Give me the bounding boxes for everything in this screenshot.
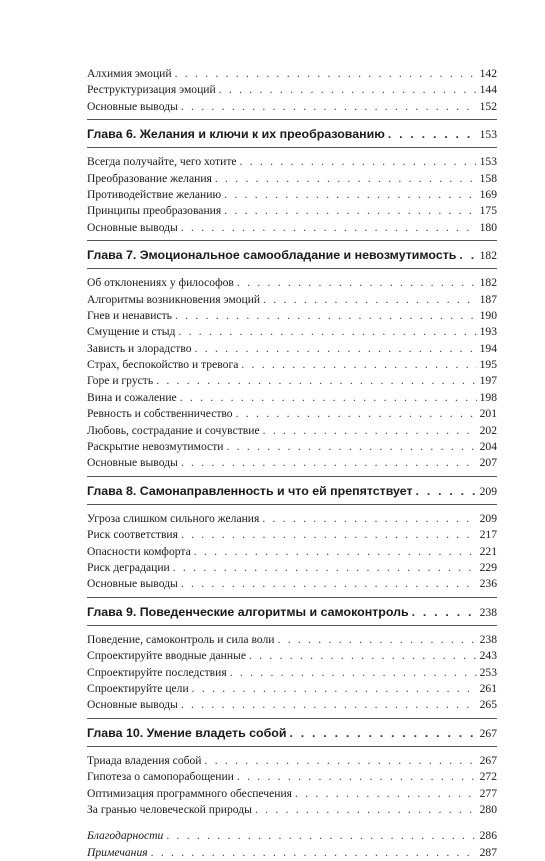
toc-entry-title: Поведение, самоконтроль и сила воли (87, 632, 275, 646)
table-of-contents (87, 66, 497, 861)
toc-entry (87, 544, 497, 560)
toc-entry (87, 423, 497, 439)
toc-page-number: 187 (479, 292, 497, 306)
toc-page-number: 201 (479, 407, 497, 421)
dot-leader (230, 665, 477, 681)
toc-entry-title: Основные выводы (87, 220, 178, 234)
toc-page-number: 207 (479, 456, 497, 470)
toc-page-number: 272 (479, 770, 497, 784)
toc-page-number: 267 (479, 726, 497, 740)
dot-leader (278, 632, 477, 648)
toc-page-number: 229 (479, 560, 497, 574)
toc-page-number: 236 (479, 577, 497, 591)
toc-page-number: 286 (479, 829, 497, 843)
toc-entry-title: Вина и сожаление (87, 390, 177, 404)
dot-leader (181, 527, 477, 543)
toc-page-number: 142 (479, 67, 497, 80)
dot-leader (237, 769, 477, 785)
divider (87, 119, 497, 120)
toc-entry-title: Любовь, сострадание и сочувствие (87, 423, 260, 437)
toc-page-number: 209 (479, 511, 497, 525)
toc-backmatter-entry (87, 845, 497, 861)
toc-entry-title: Основные выводы (87, 456, 178, 470)
divider (87, 597, 497, 598)
dot-leader (459, 247, 476, 264)
toc-entry (87, 769, 497, 785)
toc-entry (87, 341, 497, 357)
toc-page-number: 153 (479, 128, 497, 142)
toc-page-number: 280 (479, 802, 497, 816)
toc-page-number: 193 (479, 325, 497, 339)
dot-leader (226, 439, 476, 455)
toc-chapter-heading (87, 126, 497, 143)
toc-entry-title: Смущение и стыд (87, 325, 176, 339)
toc-entry-title: Гипотеза о самопорабощении (87, 770, 234, 784)
toc-page-number: 175 (479, 204, 497, 218)
toc-entry-title: Противодействие желанию (87, 187, 222, 201)
dot-leader (241, 357, 476, 373)
toc-page-number: 180 (479, 220, 497, 234)
dot-leader (219, 82, 477, 98)
dot-leader (388, 126, 477, 143)
toc-entry (87, 753, 497, 769)
toc-entry-title: Оптимизация программного обеспечения (87, 786, 292, 800)
toc-page-number: 144 (479, 83, 497, 97)
toc-entry-title: Угроза слишком сильного желания (87, 511, 260, 525)
dot-leader (195, 341, 477, 357)
toc-entry-title: За гранью человеческой природы (87, 802, 252, 816)
toc-entry (87, 357, 497, 373)
toc-entry (87, 390, 497, 406)
toc-page-number: 197 (479, 374, 497, 388)
toc-chapter-heading (87, 725, 497, 742)
toc-entry (87, 527, 497, 543)
toc-page-number: 152 (479, 99, 497, 113)
toc-entry-title: Основные выводы (87, 698, 178, 712)
toc-entry-title: Алхимия эмоций (87, 67, 172, 80)
toc-entry-title: Спроектируйте цели (87, 681, 189, 695)
dot-leader (255, 802, 477, 818)
dot-leader (166, 828, 476, 844)
toc-chapter-heading (87, 483, 497, 500)
toc-entry-title: Гнев и ненависть (87, 308, 172, 322)
dot-leader (262, 511, 476, 527)
toc-entry (87, 455, 497, 471)
divider (87, 746, 497, 747)
toc-entry-title: Глава 6. Желания и ключи к их преобразованию (87, 127, 385, 142)
toc-entry-title: Основные выводы (87, 99, 178, 113)
toc-entry-title: Риск соответствия (87, 528, 178, 542)
toc-page-number: 287 (479, 845, 497, 859)
divider (87, 504, 497, 505)
dot-leader (240, 154, 477, 170)
toc-entry (87, 292, 497, 308)
toc-entry (87, 511, 497, 527)
toc-page-number: 221 (479, 544, 497, 558)
toc-entry-title: Преобразование желания (87, 171, 212, 185)
divider (87, 625, 497, 626)
dot-leader (173, 560, 477, 576)
toc-entry (87, 373, 497, 389)
dot-leader (175, 66, 477, 82)
toc-entry (87, 560, 497, 576)
dot-leader (289, 725, 476, 742)
toc-page-number: 194 (479, 341, 497, 355)
toc-entry (87, 308, 497, 324)
dot-leader (249, 648, 477, 664)
toc-page-number: 209 (479, 484, 497, 498)
toc-page-number: 158 (479, 171, 497, 185)
toc-page-number: 265 (479, 698, 497, 712)
toc-backmatter-entry (87, 828, 497, 844)
dot-leader (181, 99, 477, 115)
toc-entry-title: Глава 8. Самонаправленность и что ей препятствует (87, 483, 413, 498)
toc-entry (87, 697, 497, 713)
toc-entry-title: Спроектируйте вводные данные (87, 649, 246, 663)
toc-page-number: 217 (479, 528, 497, 542)
toc-entry-title: Зависть и злорадство (87, 341, 192, 355)
toc-entry (87, 99, 497, 115)
dot-leader (412, 604, 477, 621)
dot-leader (295, 786, 477, 802)
divider (87, 718, 497, 719)
toc-entry-title: Алгоритмы возникновения эмоций (87, 292, 261, 306)
toc-entry (87, 82, 497, 98)
toc-entry (87, 171, 497, 187)
toc-entry (87, 187, 497, 203)
toc-entry (87, 681, 497, 697)
toc-entry-title: Опасности комфорта (87, 544, 191, 558)
toc-page-number: 267 (479, 753, 497, 767)
toc-entry-title: Принципы преобразования (87, 204, 222, 218)
dot-leader (181, 576, 477, 592)
toc-page-number: 238 (479, 632, 497, 646)
dot-leader (192, 681, 477, 697)
dot-leader (237, 275, 477, 291)
dot-leader (224, 203, 476, 219)
toc-page-number: 195 (479, 358, 497, 372)
dot-leader (263, 292, 476, 308)
toc-entry (87, 275, 497, 291)
toc-entry (87, 66, 497, 82)
toc-entry-title: Глава 9. Поведенческие алгоритмы и самоконтроль (87, 604, 409, 619)
toc-page-number: 238 (479, 605, 497, 619)
toc-entry-title: Триада владения собой (87, 753, 202, 767)
dot-leader (156, 373, 476, 389)
toc-page-number: 182 (479, 249, 497, 263)
divider (87, 240, 497, 241)
toc-entry-title: Раскрытие невозмутимости (87, 440, 224, 454)
divider (87, 147, 497, 148)
dot-leader (151, 845, 477, 861)
toc-entry (87, 802, 497, 818)
toc-page-number: 202 (479, 423, 497, 437)
toc-entry (87, 439, 497, 455)
toc-entry-title: Глава 10. Умение владеть собой (87, 725, 287, 740)
toc-page-number: 182 (479, 276, 497, 290)
dot-leader (181, 220, 477, 236)
toc-entry (87, 406, 497, 422)
toc-page-number: 277 (479, 786, 497, 800)
toc-entry-title: Примечания (87, 845, 148, 859)
divider (87, 268, 497, 269)
dot-leader (205, 753, 477, 769)
toc-page-number: 198 (479, 390, 497, 404)
toc-entry-title: Реструктуризация эмоций (87, 83, 216, 97)
toc-chapter-heading (87, 247, 497, 264)
toc-entry-title: Благодарности (87, 829, 164, 843)
dot-leader (263, 423, 477, 439)
dot-leader (236, 406, 477, 422)
toc-entry (87, 632, 497, 648)
toc-entry-title: Основные выводы (87, 577, 178, 591)
dot-leader (181, 697, 477, 713)
dot-leader (416, 483, 477, 500)
dot-leader (224, 187, 476, 203)
toc-page-number: 253 (479, 665, 497, 679)
divider (87, 476, 497, 477)
toc-page-number: 261 (479, 681, 497, 695)
toc-entry (87, 786, 497, 802)
toc-entry-title: Риск деградации (87, 560, 170, 574)
toc-entry (87, 576, 497, 592)
toc-entry (87, 648, 497, 664)
toc-entry-title: Спроектируйте последствия (87, 665, 227, 679)
toc-entry-title: Страх, беспокойство и тревога (87, 358, 239, 372)
toc-entry (87, 665, 497, 681)
dot-leader (215, 171, 477, 187)
toc-page-number: 243 (479, 649, 497, 663)
toc-entry-title: Глава 7. Эмоциональное самообладание и невозмутимость (87, 248, 457, 263)
toc-entry-title: Всегда получайте, чего хотите (87, 155, 237, 169)
toc-entry (87, 203, 497, 219)
toc-entry (87, 324, 497, 340)
dot-leader (175, 308, 477, 324)
toc-entry (87, 154, 497, 170)
dot-leader (178, 324, 476, 340)
toc-chapter-heading (87, 604, 497, 621)
toc-page-number: 190 (479, 308, 497, 322)
toc-entry-title: Об отклонениях у философов (87, 276, 234, 290)
toc-page-number: 204 (479, 440, 497, 454)
dot-leader (180, 390, 477, 406)
toc-entry-title: Ревность и собственничество (87, 407, 233, 421)
toc-entry-title: Горе и грусть (87, 374, 154, 388)
dot-leader (181, 455, 477, 471)
toc-entry (87, 220, 497, 236)
toc-page-number: 153 (479, 155, 497, 169)
toc-page-number: 169 (479, 187, 497, 201)
dot-leader (194, 544, 477, 560)
